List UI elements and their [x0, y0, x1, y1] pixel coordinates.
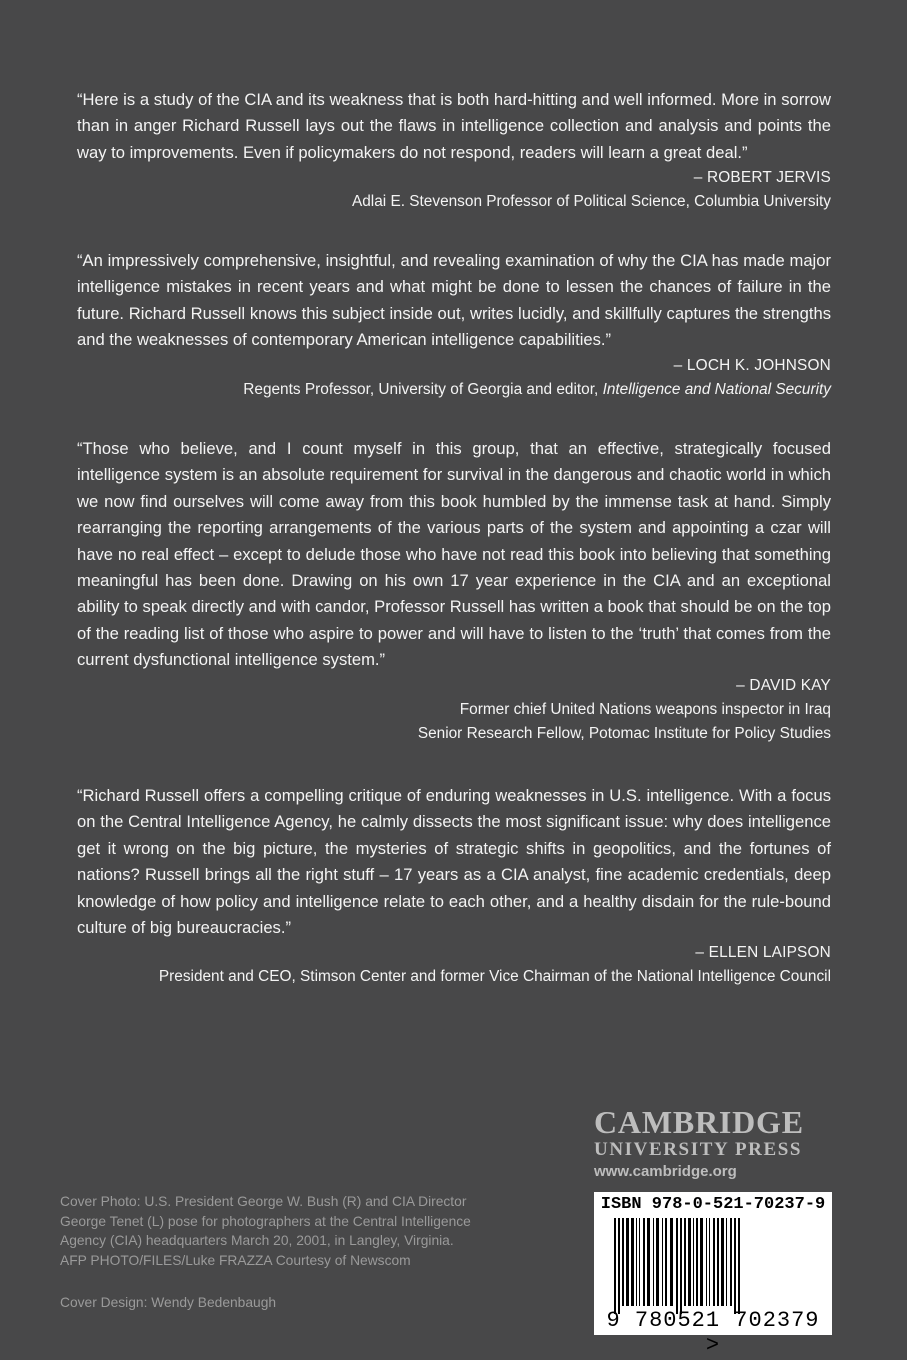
barcode-bar [713, 1218, 715, 1306]
attribution-name: – ELLEN LAIPSON [695, 944, 831, 962]
barcode-bar [706, 1218, 707, 1306]
blurb-text: “An impressively comprehensive, insightful, and revealing examination of why the CIA has made major intelligence mistakes in recent years and what might be done to lessen the chances of failure in the future. Richard Russell knows this subject inside out, writes lucidly, and skillfully captures the strengths and the weaknesses of contemporary American intelligence capabilities.” [77, 251, 831, 350]
blurb-laipson [77, 783, 831, 989]
barcode-bar [618, 1218, 620, 1314]
blurb-jervis [77, 87, 831, 214]
publisher-url: www.cambridge.org [594, 1163, 737, 1180]
attribution-name: – ROBERT JERVIS [693, 169, 831, 187]
attribution-role: Adlai E. Stevenson Professor of Political Science, Columbia University [351, 193, 831, 211]
barcode-bar [709, 1218, 710, 1306]
agency-credit: AFP PHOTO/FILES/Luke FRAZZA Courtesy of Newscom [60, 1252, 411, 1268]
barcode-bar [647, 1218, 650, 1306]
barcode-bar [614, 1218, 616, 1314]
barcode-bar [636, 1218, 637, 1306]
attribution-role: Former chief United Nations weapons inspector in Iraq [459, 700, 831, 718]
attribution-name: – LOCH K. JOHNSON [673, 356, 831, 374]
attribution [77, 674, 831, 746]
barcode-bar [700, 1218, 703, 1306]
blurb-text: “Richard Russell offers a compelling critique of enduring weaknesses in U.S. intelligence. With a focus on the Central Intelligence Agency, he calmly dissects the most significant issue: why does intelligence get it wrong on the big picture, the mysteries of strategic shifts in geopolitics, and the fortunes of nations? Russell brings all the right stuff – 17 years as a CIA analyst, fine academic credentials, deep knowledge of how policy and intelligence relate to each other, and a healthy disdain for the rule-bound culture of big bureaucracies.” [77, 786, 831, 938]
barcode-bar [653, 1218, 654, 1306]
barcode-bar [684, 1218, 686, 1306]
attribution-role: Senior Research Fellow, Potomac Institute for Policy Studies [417, 724, 831, 742]
cover-credits [60, 1192, 480, 1270]
blurb-johnson [77, 248, 831, 402]
barcode-bar [626, 1218, 629, 1306]
attribution-role [77, 378, 831, 402]
barcode-bar [662, 1218, 663, 1306]
barcode-bar [721, 1218, 724, 1306]
barcode-bar [622, 1218, 624, 1306]
publisher-name: CAMBRIDGE [594, 1104, 804, 1140]
barcode-bars [606, 1218, 820, 1314]
barcode-bar [696, 1218, 698, 1306]
barcode-bar [693, 1218, 694, 1306]
isbn-barcode [594, 1192, 832, 1358]
barcode-bar [726, 1218, 727, 1306]
barcode-digits: 9 780521 702379 > [606, 1308, 820, 1358]
barcode-bar [643, 1218, 645, 1306]
blurb-kay [77, 436, 831, 746]
barcode-bar [665, 1218, 667, 1306]
attribution-name: – DAVID KAY [736, 676, 831, 694]
blurb-text: “Here is a study of the CIA and its weakness that is both hard-hitting and well informed. More in sorrow than in anger Richard Russell lays out the flaws in intelligence collection and analysis and points the way to improvements. Even if policymakers do not respond, readers will learn a great deal.” [77, 90, 831, 162]
barcode-bar [717, 1218, 719, 1306]
attribution-role: President and CEO, Stimson Center and former Vice Chairman of the National Intelligence Council [158, 968, 831, 986]
attribution [77, 941, 831, 989]
barcode-bar [680, 1218, 682, 1314]
barcode-bar [738, 1218, 740, 1314]
blurb-text: “Those who believe, and I count myself in this group, that an effective, strategically focused intelligence system is an absolute requirement for survival in the dangerous and chaotic world in which we now find ourselves will come away from this book humbled by the immense task at hand. Simply rearranging the reporting arrangements of the various parts of the system and appointing a czar will have no real effect – except to delude those who have not read this book into believing that something meaningful has been done. Drawing on his own 17 year experience in the CIA and an exceptional ability to speak directly and with candor, Professor Russell has written a book that should be on the top of the reading list of those who aspire to power and will have to listen to the ‘truth’ that comes from the current dysfunctional intelligence system.” [77, 439, 831, 670]
barcode-bar [639, 1218, 640, 1306]
barcode-bar [730, 1218, 732, 1306]
attribution [77, 166, 831, 214]
barcode-bar [670, 1218, 673, 1306]
isbn-label: ISBN 978-0-521-70237-9 [600, 1195, 826, 1214]
journal-title: Intelligence and National Security [602, 380, 831, 398]
barcode-bar [688, 1218, 691, 1306]
publisher-subtitle: UNIVERSITY PRESS [594, 1139, 803, 1160]
design-credit: Cover Design: Wendy Bedenbaugh [60, 1295, 277, 1310]
barcode-bar [631, 1218, 634, 1306]
attribution [77, 354, 831, 402]
photo-credit: Cover Photo: U.S. President George W. Bush (R) and CIA Director George Tenet (L) pose for photographers at the Central Intelligence Agency (CIA) headquarters March 20, 2001, in Langley, Virginia. [60, 1194, 471, 1248]
publisher-logo [594, 1105, 832, 1182]
barcode-bar [656, 1218, 659, 1306]
barcode-bar [676, 1218, 678, 1314]
attribution-role-prefix: Regents Professor, University of Georgia and editor, [243, 380, 603, 398]
barcode-bar [734, 1218, 736, 1314]
